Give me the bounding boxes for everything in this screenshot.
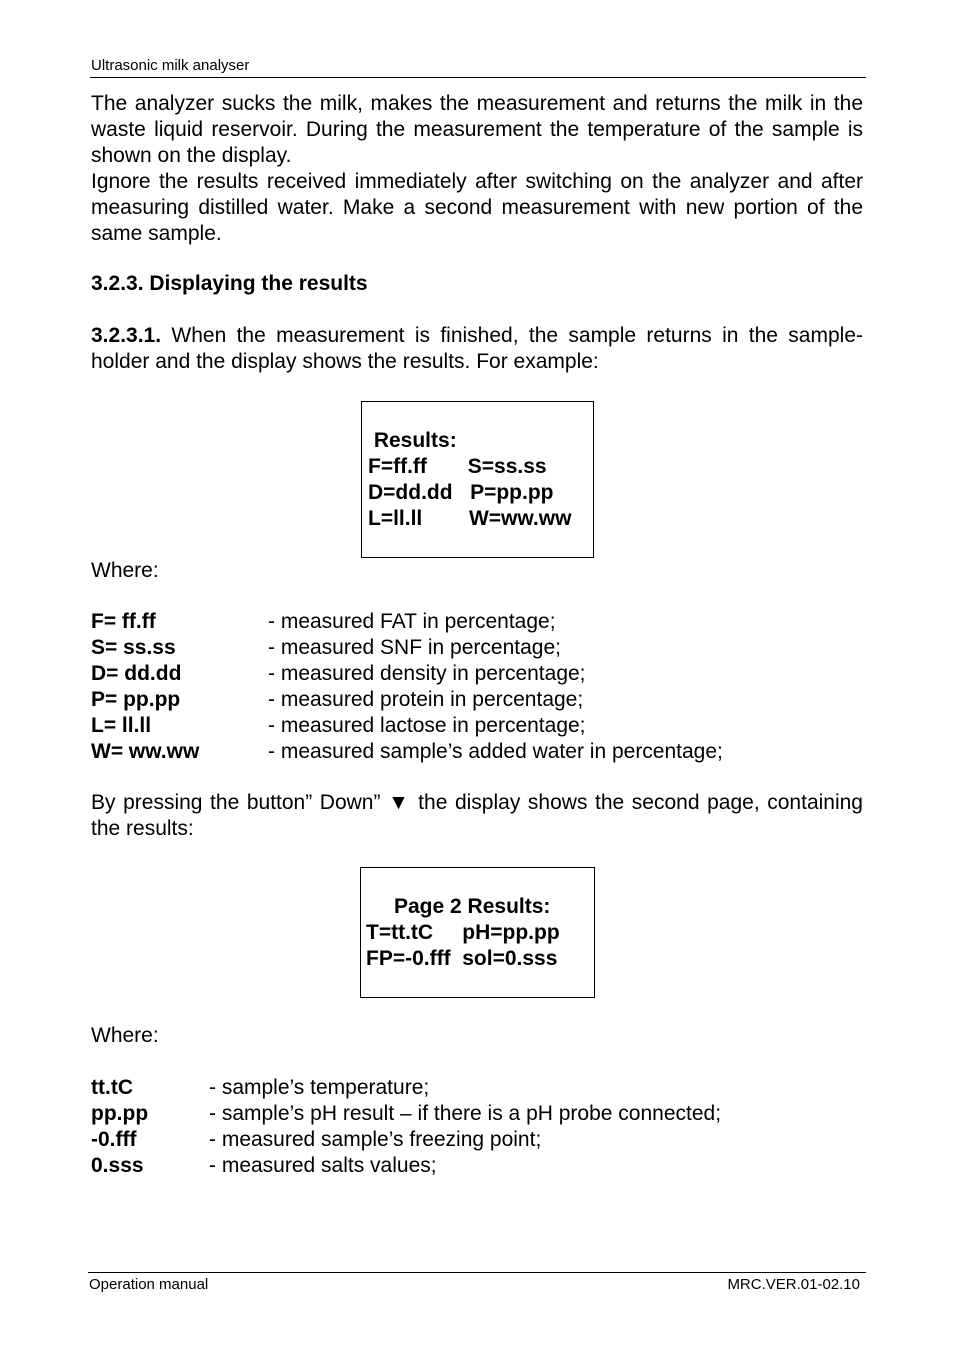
definition-description: - measured lactose in percentage; (268, 714, 586, 737)
display-line: D=dd.dd P=pp.pp (368, 481, 554, 504)
header-divider (90, 77, 866, 78)
definition-term: W= ww.ww (91, 740, 200, 763)
definition-description: - measured SNF in percentage; (268, 636, 561, 659)
item-paragraph (91, 323, 863, 375)
definition-term: P= pp.pp (91, 688, 181, 711)
section-heading: 3.2.3. Displaying the results (91, 272, 368, 295)
definition-description: - measured protein in percentage; (268, 688, 584, 711)
definition-description: - measured sample’s added water in percentage; (268, 740, 723, 763)
definition-description: - measured sample’s freezing point; (209, 1128, 542, 1151)
definition-term: tt.tC (91, 1076, 133, 1099)
where-label-2: Where: (91, 1024, 159, 1047)
display-line: L=ll.ll W=ww.ww (368, 507, 572, 530)
intro-paragraph-2: Ignore the results received immediately after switching on the analyzer and after measuring distilled water. Make a second measurement with new portion of the same sample. (91, 170, 863, 245)
definition-term: S= ss.ss (91, 636, 176, 659)
display-title: Results: (368, 429, 457, 452)
footer-divider (88, 1272, 866, 1273)
definition-description: - measured salts values; (209, 1154, 437, 1177)
display-line: T=tt.tC pH=pp.pp (366, 921, 560, 944)
definition-description: - sample’s pH result – if there is a pH probe connected; (209, 1102, 722, 1125)
definition-term: F= ff.ff (91, 610, 156, 633)
footer-document-type: Operation manual (89, 1276, 209, 1293)
results-display-page-2 (360, 867, 595, 998)
intro-paragraph-1: The analyzer sucks the milk, makes the measurement and returns the milk in the waste liquid reservoir. During the measurement the temperature of the sample is shown on the display. (91, 92, 863, 167)
running-header: Ultrasonic milk analyser (91, 57, 250, 74)
definition-term: 0.sss (91, 1154, 144, 1177)
intro-block (91, 91, 863, 247)
where-label-1: Where: (91, 559, 159, 582)
item-text: When the measurement is finished, the sample returns in the sample-holder and the display shows the results. For example: (91, 324, 863, 373)
definition-term: L= ll.ll (91, 714, 152, 737)
down-button-paragraph: By pressing the button” Down” ▼ the display shows the second page, containing the results: (91, 791, 863, 840)
definition-description: - measured density in percentage; (268, 662, 586, 685)
display-line: F=ff.ff S=ss.ss (368, 455, 547, 478)
footer-version: MRC.VER.01-02.10 (727, 1276, 860, 1293)
definition-description: - measured FAT in percentage; (268, 610, 556, 633)
results-display-page-1 (361, 401, 594, 558)
definition-term: D= dd.dd (91, 662, 182, 685)
item-number: 3.2.3.1. (91, 324, 162, 347)
display-title: Page 2 Results: (394, 895, 551, 918)
display-line: FP=-0.fff sol=0.sss (366, 947, 558, 970)
definition-term: pp.pp (91, 1102, 149, 1125)
definition-description: - sample’s temperature; (209, 1076, 430, 1099)
definition-term: -0.fff (91, 1128, 137, 1151)
